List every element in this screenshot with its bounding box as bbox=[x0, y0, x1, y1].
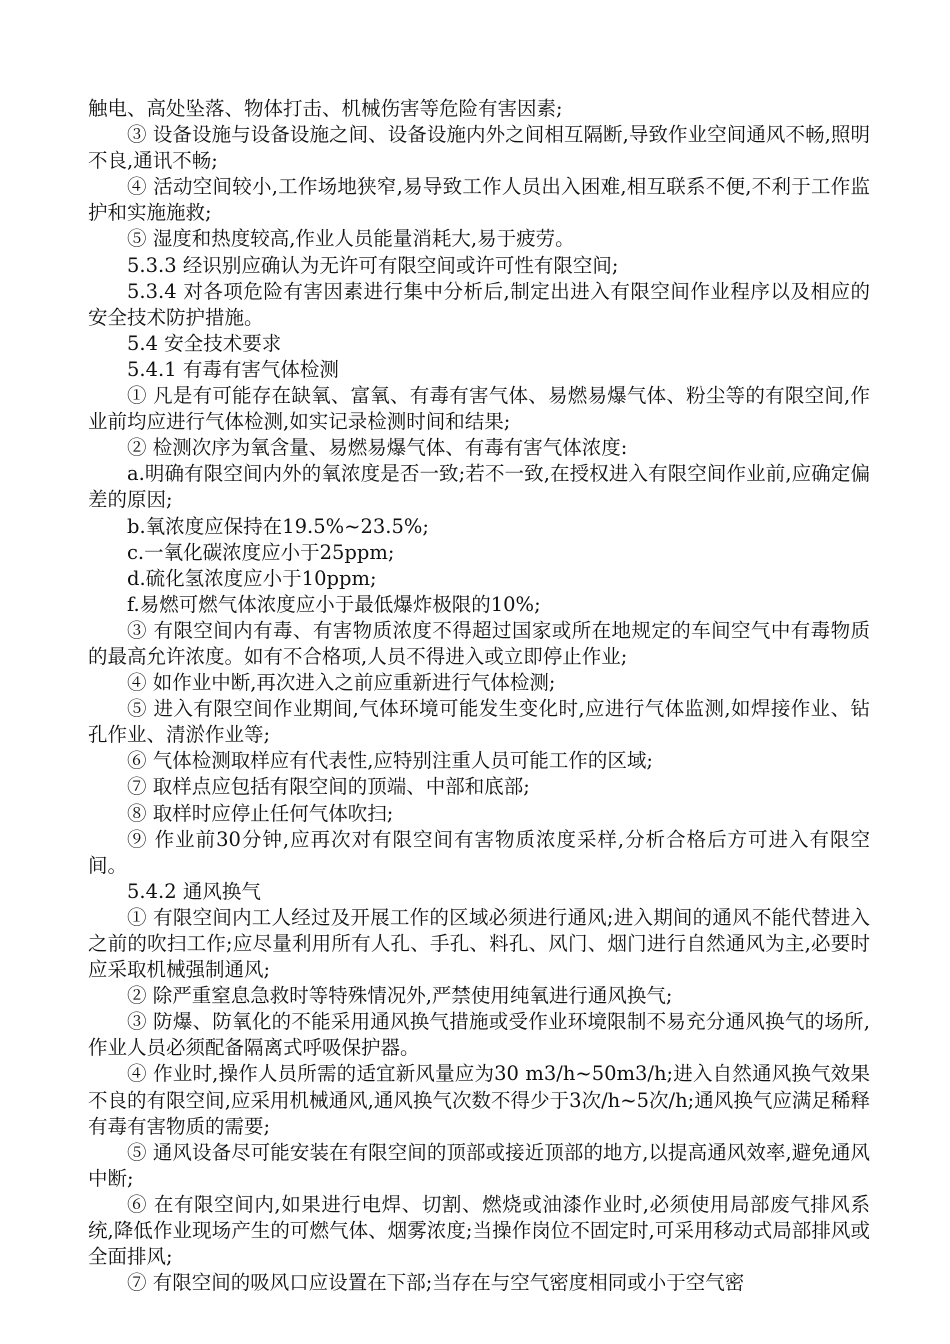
paragraph: ⑦ 有限空间的吸风口应设置在下部;当存在与空气密度相同或小于空气密 bbox=[127, 1271, 745, 1295]
paragraph: ① 凡是有可能存在缺氧、富氧、有毒有害气体、易燃易爆气体、粉尘等的有限空间,作业前均应进行气体检测,如实记录检测时间和结果; bbox=[88, 384, 870, 434]
paragraph: ② 检测次序为氧含量、易燃易爆气体、有毒有害气体浓度: bbox=[127, 436, 628, 460]
paragraph: ④ 活动空间较小,工作场地狭窄,易导致工作人员出入困难,相互联系不便,不利于工作监护和实施施救; bbox=[88, 175, 870, 225]
paragraph: ⑦ 取样点应包括有限空间的顶端、中部和底部; bbox=[127, 775, 530, 799]
paragraph: ④ 作业时,操作人员所需的适宜新风量应为30 m3/h~50m3/h;进入自然通风换气效果不良的有限空间,应采用机械通风,通风换气次数不得少于3次/h~5次/h;通风换气应满足稀释有毒有害物质的需要; bbox=[88, 1062, 870, 1138]
paragraph: ⑥ 气体检测取样应有代表性,应特别注重人员可能工作的区域; bbox=[127, 749, 653, 773]
list-item: a.明确有限空间内外的氧浓度是否一致;若不一致,在授权进入有限空间作业前,应确定偏差的原因; bbox=[88, 462, 870, 512]
document-body bbox=[88, 96, 870, 1296]
paragraph: ④ 如作业中断,再次进入之前应重新进行气体检测; bbox=[127, 671, 556, 695]
paragraph: ③ 有限空间内有毒、有害物质浓度不得超过国家或所在地规定的车间空气中有毒物质的最高允许浓度。如有不合格项,人员不得进入或立即停止作业; bbox=[88, 618, 870, 668]
list-item: c.一氧化碳浓度应小于25ppm; bbox=[127, 540, 395, 564]
section-heading: 5.3.4 对各项危险有害因素进行集中分析后,制定出进入有限空间作业程序以及相应的安全技术防护措施。 bbox=[88, 279, 870, 329]
section-heading: 5.4.1 有毒有害气体检测 bbox=[127, 357, 339, 381]
paragraph: ⑤ 进入有限空间作业期间,气体环境可能发生变化时,应进行气体监测,如焊接作业、钻孔作业、清淤作业等; bbox=[88, 697, 870, 747]
paragraph: ② 除严重窒息急救时等特殊情况外,严禁使用纯氧进行通风换气; bbox=[127, 984, 673, 1008]
section-heading: 5.3.3 经识别应确认为无许可有限空间或许可性有限空间; bbox=[127, 253, 619, 277]
paragraph: ⑤ 湿度和热度较高,作业人员能量消耗大,易于疲劳。 bbox=[127, 227, 575, 251]
list-item: d.硫化氢浓度应小于10ppm; bbox=[127, 566, 377, 590]
paragraph: ⑨ 作业前30分钟,应再次对有限空间有害物质浓度采样,分析合格后方可进入有限空间。 bbox=[88, 827, 870, 877]
list-item: b.氧浓度应保持在19.5%~23.5%; bbox=[127, 514, 429, 538]
section-heading: 5.4.2 通风换气 bbox=[127, 879, 261, 903]
paragraph: ⑤ 通风设备尽可能安装在有限空间的顶部或接近顶部的地方,以提高通风效率,避免通风中断; bbox=[88, 1140, 870, 1190]
list-item: f.易燃可燃气体浓度应小于最低爆炸极限的10%; bbox=[127, 592, 541, 616]
paragraph: ⑥ 在有限空间内,如果进行电焊、切割、燃烧或油漆作业时,必须使用局部废气排风系统,降低作业现场产生的可燃气体、烟雾浓度;当操作岗位不固定时,可采用移动式局部排风或全面排风; bbox=[88, 1192, 870, 1269]
paragraph: 触电、高处坠落、物体打击、机械伤害等危险有害因素; bbox=[88, 97, 563, 120]
paragraph: ⑧ 取样时应停止任何气体吹扫; bbox=[127, 801, 394, 825]
section-heading: 5.4 安全技术要求 bbox=[127, 331, 282, 355]
paragraph: ③ 设备设施与设备设施之间、设备设施内外之间相互隔断,导致作业空间通风不畅,照明不良,通讯不畅; bbox=[88, 123, 870, 173]
paragraph: ① 有限空间内工人经过及开展工作的区域必须进行通风;进入期间的通风不能代替进入之前的吹扫工作;应尽量利用所有人孔、手孔、料孔、风门、烟门进行自然通风为主,必要时应采取机械强制通风; bbox=[88, 905, 870, 982]
paragraph: ③ 防爆、防氧化的不能采用通风换气措施或受作业环境限制不易充分通风换气的场所,作业人员必须配备隔离式呼吸保护器。 bbox=[88, 1010, 870, 1060]
